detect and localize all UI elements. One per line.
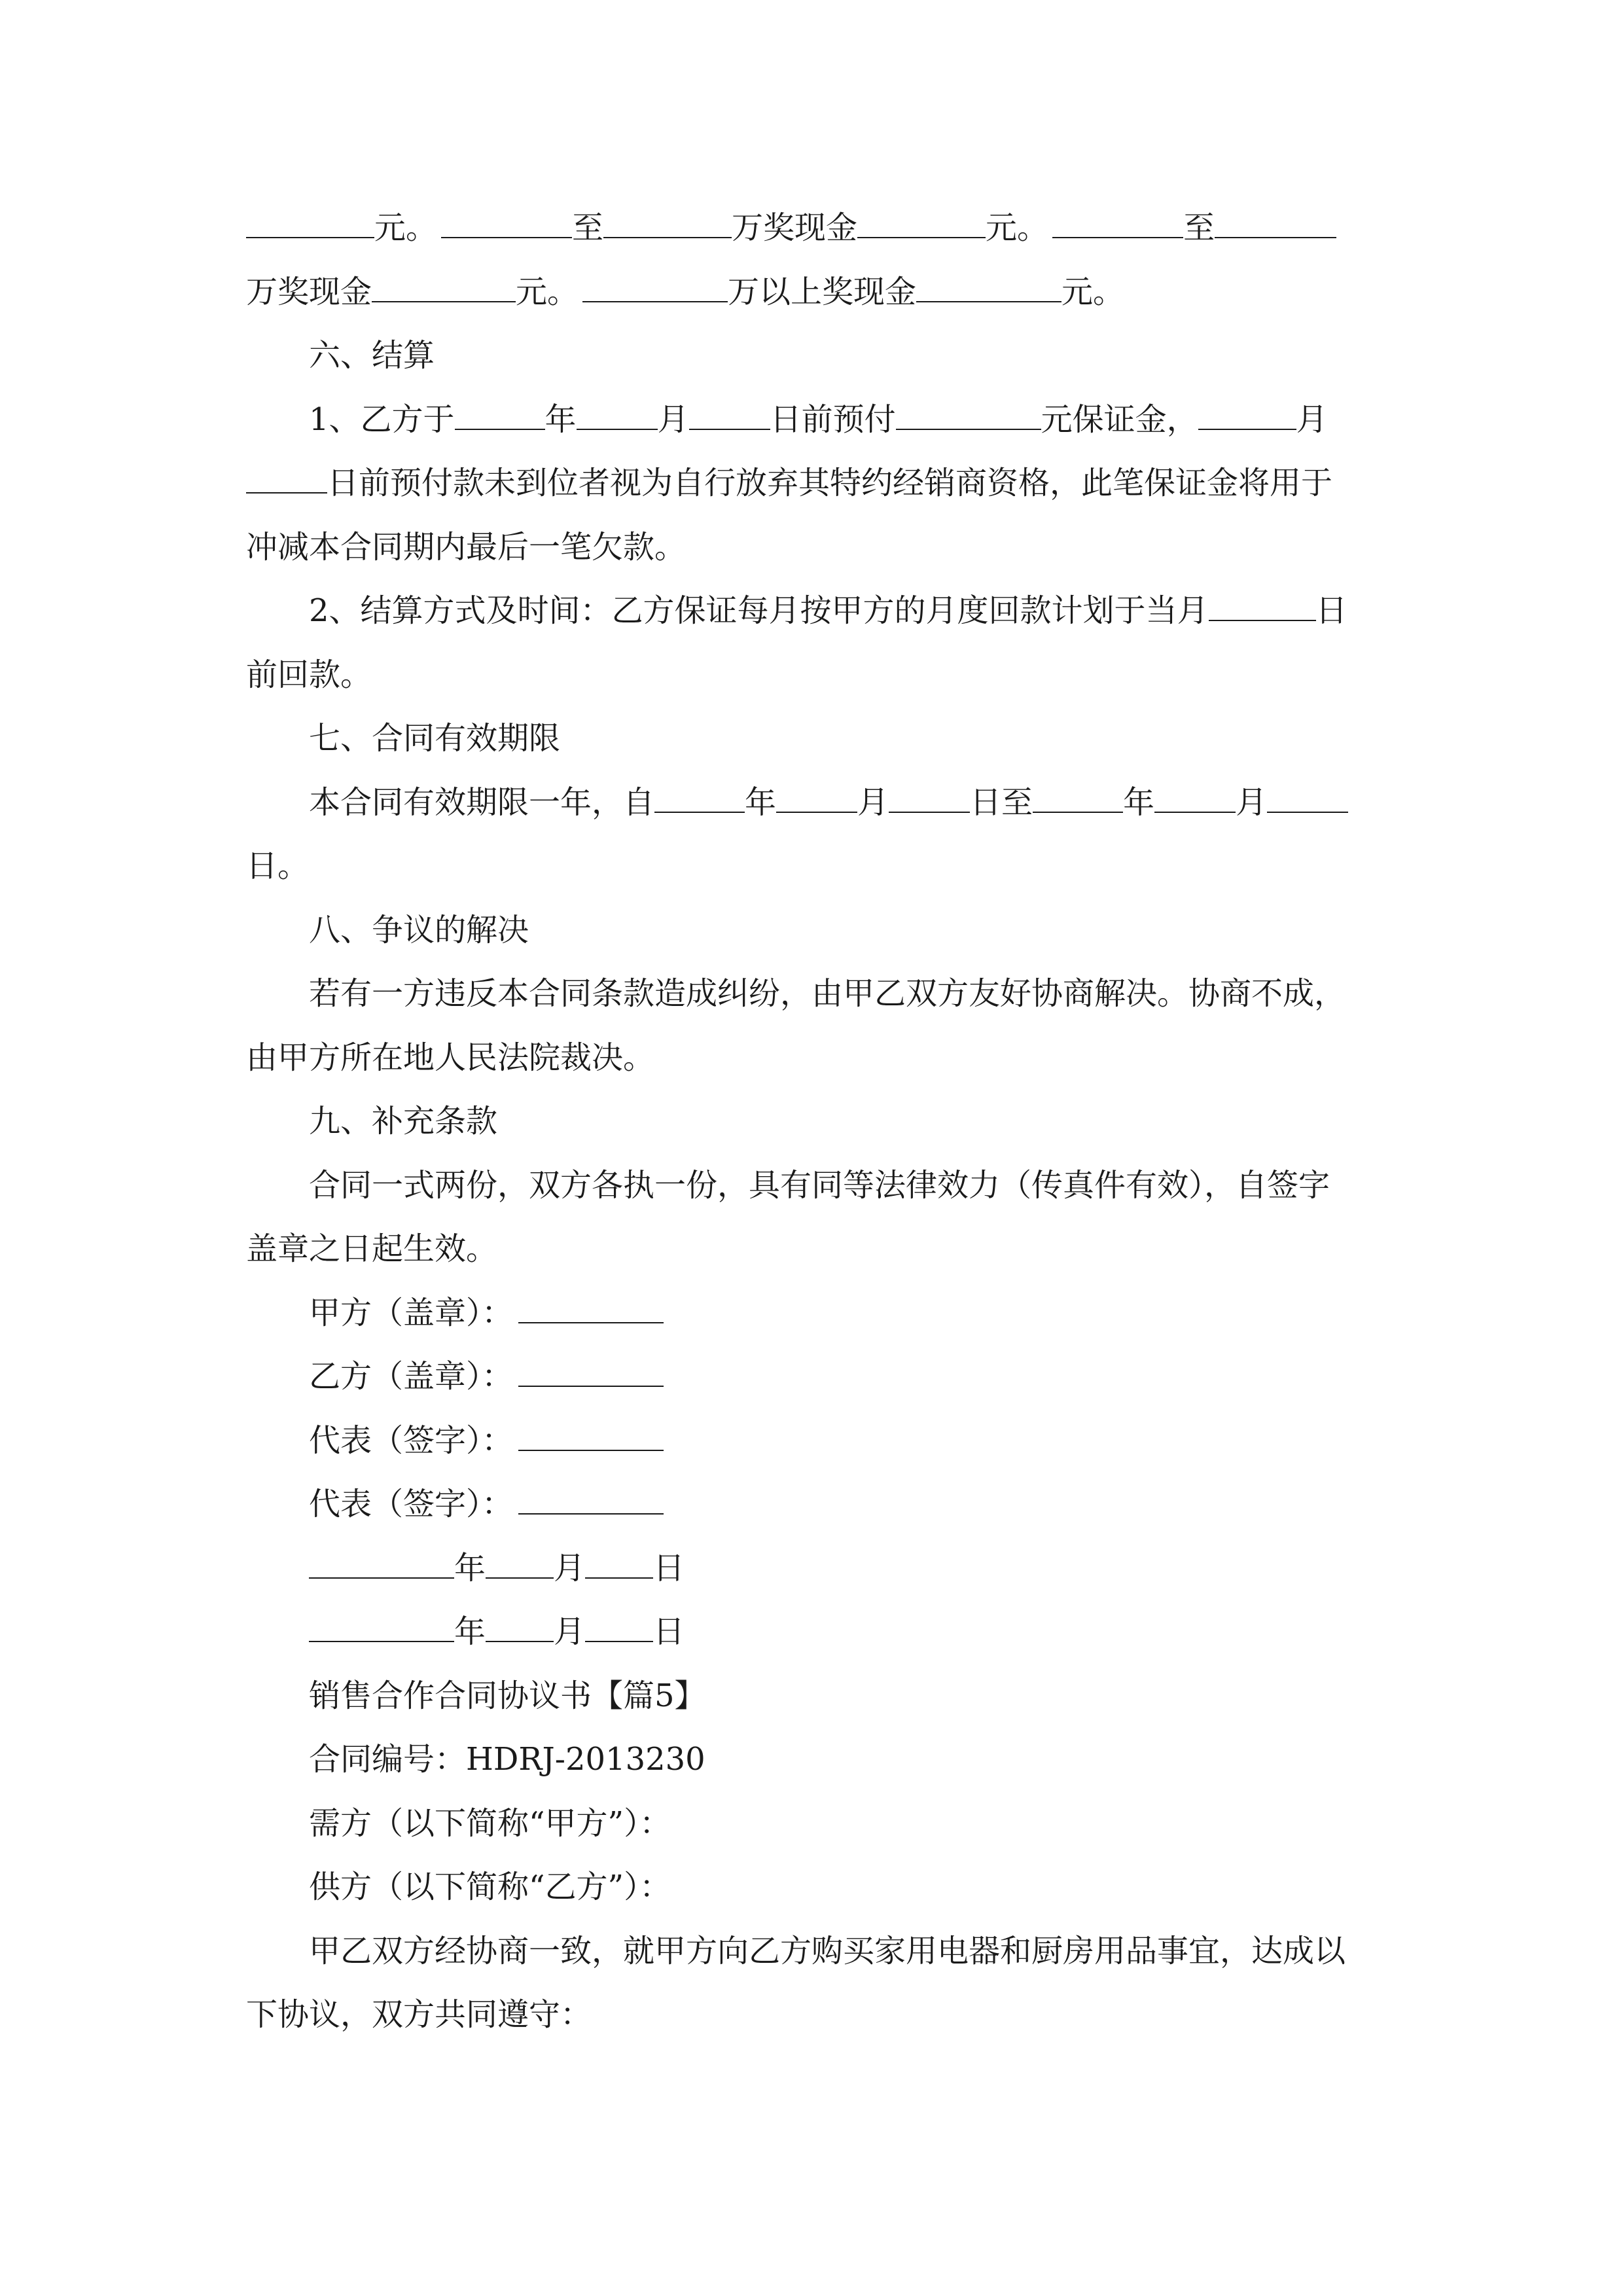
contract-number: 合同编号：HDRJ-2013230 — [309, 1741, 705, 1778]
text: 元保证金， — [1041, 401, 1198, 438]
text: 万以上奖现金 — [728, 273, 917, 310]
paragraph — [246, 579, 1378, 643]
paragraph: 前回款。 — [246, 656, 372, 693]
paragraph — [246, 452, 1378, 516]
text: 日前预付 — [770, 401, 896, 438]
text: 年 — [745, 783, 777, 821]
supplier-line: 供方（以下简称“乙方”）： — [309, 1869, 671, 1905]
blank-field — [518, 1296, 664, 1323]
section-heading: 八、争议的解决 — [309, 911, 529, 948]
signature-party-b — [246, 1345, 1378, 1409]
blank-field — [916, 275, 1061, 302]
text: 万奖现金 — [732, 209, 858, 246]
blank-field — [309, 1615, 454, 1642]
section-heading: 九、补充条款 — [309, 1103, 498, 1139]
contract-title: 销售合作合同协议书【篇5】 — [309, 1677, 706, 1714]
text: 年 — [1123, 783, 1155, 821]
blank-field — [1215, 211, 1336, 238]
blank-field — [441, 211, 572, 238]
blank-field — [455, 403, 545, 430]
text: 2、结算方式及时间：乙方保证每月按甲方的月度回款计划于当月 — [309, 592, 1209, 629]
text: 元。 — [516, 273, 579, 310]
blank-field — [776, 785, 857, 813]
blank-field — [246, 211, 374, 238]
text: 月 — [1236, 783, 1268, 821]
text: 代表（签字）： — [309, 1486, 514, 1522]
text: 1、乙方于 — [309, 401, 455, 438]
blank-field — [1267, 785, 1348, 813]
paragraph: 盖章之日起生效。 — [246, 1230, 498, 1267]
paragraph: 下协议，双方共同遵守： — [246, 1996, 592, 2033]
blank-field — [518, 1424, 664, 1451]
blank-field — [486, 1615, 554, 1642]
text: 年 — [454, 1613, 486, 1650]
blank-field — [1154, 785, 1236, 813]
prize-line-1 — [246, 196, 1378, 260]
paragraph: 合同一式两份，双方各执一份，具有同等法律效力（传真件有效），自签字 — [309, 1166, 1330, 1204]
text: 月 — [1296, 401, 1328, 438]
blank-field — [309, 1551, 454, 1579]
blank-field — [1209, 594, 1316, 621]
buyer-line: 需方（以下简称“甲方”）： — [309, 1804, 671, 1842]
paragraph: 日。 — [246, 848, 310, 884]
text: 元。 — [1061, 273, 1125, 310]
blank-field — [585, 1615, 653, 1642]
text: 本合同有效期限一年，自 — [309, 783, 655, 821]
blank-field — [1052, 211, 1183, 238]
paragraph: 甲乙双方经协商一致，就甲方向乙方购买家用电器和厨房用品事宜，达成以 — [309, 1932, 1346, 1969]
text: 日前预付款未到位者视为自行放弃其特约经销商资格，此笔保证金将用于 — [327, 465, 1333, 501]
blank-field — [486, 1551, 554, 1579]
section-heading: 七、合同有效期限 — [309, 720, 561, 757]
paragraph: 由甲方所在地人民法院裁决。 — [246, 1039, 655, 1076]
text: 代表（签字）： — [309, 1422, 514, 1459]
date-line-2 — [246, 1600, 1378, 1664]
paragraph: 冲减本合同期内最后一笔欠款。 — [246, 528, 687, 565]
blank-field — [518, 1487, 664, 1515]
text: 乙方（盖章）： — [309, 1358, 514, 1395]
text: 甲方（盖章）： — [309, 1294, 514, 1331]
prize-line-2 — [246, 260, 1378, 325]
signature-party-a — [246, 1282, 1378, 1346]
blank-field — [654, 785, 745, 813]
text: 年 — [454, 1549, 486, 1587]
text: 年 — [544, 401, 577, 438]
text: 日至 — [970, 783, 1033, 821]
blank-field — [518, 1359, 664, 1387]
text: 元。 — [374, 209, 438, 246]
blank-field — [896, 403, 1041, 430]
text: 至 — [1183, 209, 1215, 246]
text: 至 — [572, 209, 604, 246]
blank-field — [889, 785, 970, 813]
blank-field — [582, 275, 728, 302]
blank-field — [372, 275, 516, 302]
blank-field — [689, 403, 770, 430]
blank-field — [246, 466, 327, 493]
text: 日 — [653, 1613, 685, 1650]
paragraph: 若有一方违反本合同条款造成纠纷，由甲乙双方友好协商解决。协商不成， — [309, 975, 1346, 1012]
text: 月 — [554, 1549, 586, 1587]
text: 月 — [857, 783, 889, 821]
text: 元。 — [986, 209, 1049, 246]
text: 日 — [1315, 592, 1347, 629]
text: 万奖现金 — [246, 273, 372, 310]
signature-representative-2 — [246, 1473, 1378, 1537]
blank-field — [1033, 785, 1123, 813]
paragraph — [246, 771, 1378, 835]
signature-representative-1 — [246, 1409, 1378, 1473]
text: 日 — [653, 1549, 685, 1587]
blank-field — [1198, 403, 1296, 430]
document-page — [246, 196, 1378, 2047]
blank-field — [577, 403, 658, 430]
section-heading: 六、结算 — [309, 337, 435, 374]
text: 月 — [554, 1613, 586, 1650]
text: 月 — [657, 401, 689, 438]
blank-field — [857, 211, 986, 238]
blank-field — [603, 211, 732, 238]
paragraph — [246, 388, 1378, 452]
blank-field — [585, 1551, 653, 1579]
date-line-1 — [246, 1537, 1378, 1601]
